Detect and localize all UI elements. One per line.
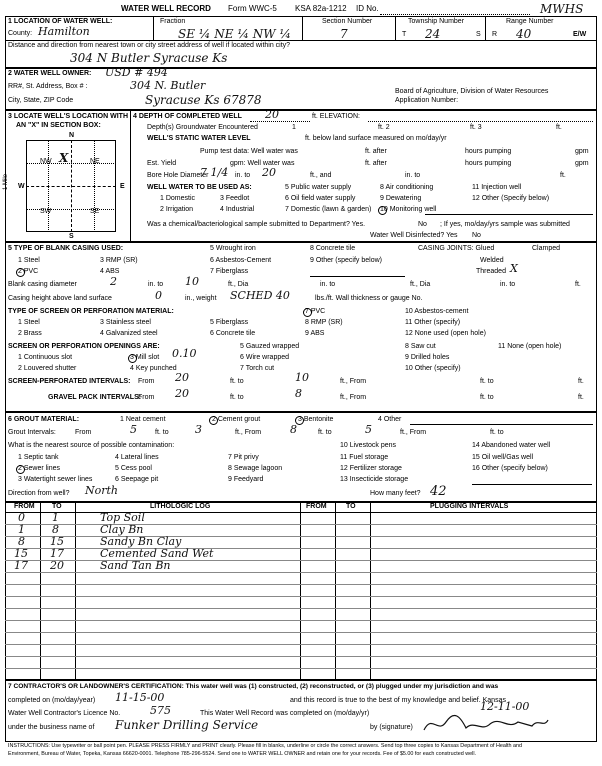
opening-1[interactable]: 1 Continuous slot [18, 354, 73, 361]
opening-8[interactable]: 8 Saw cut [405, 343, 436, 350]
section-3-label: 3 LOCATE WELL'S LOCATION WITH [8, 113, 129, 120]
contam-4[interactable]: 4 Lateral lines [115, 454, 159, 461]
casing-2-circle [16, 268, 25, 277]
contam-6[interactable]: 6 Seepage pit [115, 476, 159, 483]
opening-3[interactable]: 3 Mill slot [130, 354, 160, 361]
fraction-value: SE ¼ NE ¼ NW ¼ [178, 27, 292, 41]
address-value: 304 N. Butler [130, 79, 206, 92]
contam-9[interactable]: 9 Feedyard [228, 476, 264, 483]
city-value: Syracuse Ks 67878 [145, 93, 262, 107]
casing-weight-label: in., weight [185, 295, 217, 302]
disinfected-no[interactable]: No [472, 232, 481, 239]
log-row-1-to: 1 [52, 511, 59, 524]
feet-label: How many feet? [370, 490, 421, 497]
section-2-label: 2 WATER WELL OWNER: [8, 70, 92, 77]
contamination-label: What is the nearest source of possible contamination: [8, 442, 175, 449]
chem-sample-rest: ; If yes, mo/day/yrs sample was submitted [440, 221, 570, 228]
gw-1: 1 [292, 124, 296, 131]
opening-5[interactable]: 5 Gauzed wrapped [240, 343, 300, 350]
range-r: R [492, 31, 498, 38]
gpi-ft-from: ft., From [340, 394, 367, 401]
grout-to-label-1: ft. to [155, 429, 169, 436]
bore-ft: ft. [560, 172, 566, 179]
grout-from-label: From [75, 429, 92, 436]
opening-10[interactable]: 10 Other (specify) [405, 365, 461, 372]
joints-welded[interactable]: Welded [480, 257, 504, 264]
log-header-lithologic: LITHOLOGIC LOG [150, 503, 211, 510]
log-row-2-to: 8 [52, 523, 59, 536]
fraction-label: Fraction [160, 18, 186, 25]
blank-diameter: 2 [110, 275, 117, 288]
use-5[interactable]: 5 Public water supply [285, 184, 352, 191]
grout-ft-from-1: ft., From [235, 429, 262, 436]
opening-11[interactable]: 11 None (open hole) [498, 343, 562, 350]
use-7[interactable]: 7 Domestic (lawn & garden) [285, 206, 372, 213]
screen-5[interactable]: 5 Fiberglass [210, 319, 249, 326]
contam-16[interactable]: 16 Other (specify below) [472, 465, 548, 472]
form-title: WATER WELL RECORD [121, 4, 211, 13]
log-row-5-to: 20 [50, 559, 64, 572]
contam-1[interactable]: 1 Septic tank [18, 454, 59, 461]
quadrant-ne: NE [90, 158, 100, 165]
use-label: WELL WATER TO BE USED AS: [147, 184, 252, 191]
gpi-from: 20 [175, 387, 189, 400]
use-10-circle [378, 206, 387, 215]
static-level-label: WELL'S STATIC WATER LEVEL [147, 135, 251, 142]
contractor-signature [420, 712, 550, 736]
static-level-rest: ft. below land surface measured on mo/day/yr [305, 135, 447, 142]
yield-after: ft. after [365, 160, 387, 167]
casing-5[interactable]: 5 Wrought iron [210, 245, 256, 252]
gw-3: ft. 3 [470, 124, 482, 131]
section-5-label: 5 TYPE OF BLANK CASING USED: [8, 245, 124, 252]
section-4-label: 4 DEPTH OF COMPLETED WELL [133, 113, 242, 120]
grout-2-circle [209, 416, 218, 425]
address-label: RR#, St. Address, Box # : [8, 83, 88, 90]
use-8[interactable]: 8 Air conditioning [380, 184, 434, 191]
pump-gpm: gpm [575, 148, 589, 155]
casing-height-label: Casing height above land surface [8, 295, 112, 302]
section-6-label: 6 GROUT MATERIAL: [8, 416, 80, 423]
yield-rest: gpm: Well water was [230, 160, 295, 167]
casing-4[interactable]: 4 ABS [100, 268, 120, 275]
county-value: Hamilton [38, 25, 90, 38]
chem-sample-label: Was a chemical/bacteriological sample submitted to Department? Yes. [147, 221, 366, 228]
contam-13[interactable]: 13 Insecticide storage [340, 476, 409, 483]
bore-label: Bore Hole Diameter [147, 172, 209, 179]
completed-date: 11-15-00 [115, 691, 165, 704]
distance-label: Distance and direction from nearest town or city street address of well if located within city? [8, 42, 291, 49]
gw-2: ft. 2 [378, 124, 390, 131]
opening-9[interactable]: 9 Drilled holes [405, 354, 450, 361]
compass-e: E [120, 183, 125, 190]
casing-2[interactable]: 2 PVC [18, 268, 39, 275]
joints-glued: CASING JOINTS: Glued [418, 245, 495, 252]
yield-label: Est. Yield [147, 160, 177, 167]
grout-to-label-2: ft. to [318, 429, 332, 436]
completed-label: completed on (mo/day/year) [8, 697, 96, 704]
depth-value: 20 [265, 108, 279, 121]
contam-10[interactable]: 10 Livestock pens [340, 442, 397, 449]
use-11[interactable]: 11 Injection well [472, 184, 522, 191]
openings-label: SCREEN OR PERFORATION OPENINGS ARE: [8, 343, 160, 350]
gpi-ft-to: ft. to [480, 394, 494, 401]
log-row-3-from: 8 [18, 535, 25, 548]
contam-14[interactable]: 14 Abandoned water well [472, 442, 551, 449]
casing-7[interactable]: 7 Fiberglass [210, 268, 249, 275]
township-t: T [402, 31, 407, 38]
record-completed-label: This Water Well Record was completed on (mo/day/yr) [200, 710, 370, 717]
opening-2[interactable]: 2 Louvered shutter [18, 365, 77, 372]
casing-weight: SCHED 40 [230, 289, 290, 302]
grout-1[interactable]: 1 Neat cement [120, 416, 166, 423]
grout-to-1: 3 [195, 423, 202, 436]
gw-ft: ft. [556, 124, 562, 131]
range-value: 40 [516, 27, 532, 41]
pump-after: ft. after [365, 148, 387, 155]
log-row-3-desc: Sandy Bn Clay [100, 535, 182, 548]
screen-2[interactable]: 2 Brass [18, 330, 42, 337]
blank-diameter-label: Blank casing diameter [8, 281, 77, 288]
use-2[interactable]: 2 Irrigation [160, 206, 194, 213]
board-label: Board of Agriculture, Division of Water Resources [395, 88, 549, 95]
quadrant-se: SE [90, 208, 100, 215]
grout-from-2: 8 [290, 423, 297, 436]
log-row-4-to: 17 [50, 547, 64, 560]
opening-7[interactable]: 7 Torch cut [240, 365, 275, 372]
use-3[interactable]: 3 Feedlot [220, 195, 250, 202]
contam-2-circle [16, 465, 25, 474]
instructions-line-1: INSTRUCTIONS: Use typewriter or ball point pen. PLEASE PRESS FIRMLY and PRINT clearly. Please fill in blanks, underline or circle the correct answers. Send top three copies to Kansas Department of Health and [8, 743, 523, 749]
log-header-plug-to: TO [346, 503, 356, 510]
log-row-1-desc: Top Soil [100, 511, 145, 524]
bore-diameter: 7 1/4 [200, 166, 229, 179]
log-row-4-from: 15 [14, 547, 28, 560]
grout-ft-to-3: ft. to [490, 429, 504, 436]
spi-from-label: From [138, 378, 155, 385]
certification-line-2: and this record is true to the best of my knowledge and belief. Kansas [290, 697, 506, 704]
log-row-5-from: 17 [14, 559, 28, 572]
feet-value: 42 [430, 484, 447, 499]
screen-12[interactable]: 12 None used (open hole) [405, 330, 486, 337]
use-6[interactable]: 6 Oil field water supply [285, 195, 356, 202]
screen-7-circle [303, 308, 312, 317]
blank-ft: ft. [575, 281, 581, 288]
grout-to-2: 5 [365, 423, 372, 436]
log-row-1-from: 0 [18, 511, 25, 524]
log-header-from: FROM [14, 503, 35, 510]
gpi-to: 8 [295, 387, 302, 400]
bore-rest: ft., and [310, 172, 332, 179]
grout-from-1: 5 [130, 423, 137, 436]
screen-1[interactable]: 1 Steel [18, 319, 40, 326]
log-header-to: TO [52, 503, 62, 510]
screen-4[interactable]: 4 Galvanized steel [100, 330, 158, 337]
blank-to: 10 [185, 275, 199, 288]
screen-11[interactable]: 11 Other (specify) [405, 319, 461, 326]
direction-label: Direction from well? [8, 490, 70, 497]
yield-gpm: gpm [575, 160, 589, 167]
spi-ft: ft. [578, 378, 584, 385]
section-number-value: 7 [340, 27, 348, 41]
spi-to-label: ft. to [230, 378, 244, 385]
casing-1[interactable]: 1 Steel [18, 257, 40, 264]
section-number-label: Section Number [322, 18, 373, 25]
compass-n: N [69, 132, 75, 139]
city-label: City, State, ZIP Code [8, 97, 74, 104]
screen-9[interactable]: 9 ABS [305, 330, 325, 337]
township-s: S [476, 31, 481, 38]
grout-ft-from-2: ft., From [400, 429, 427, 436]
disinfected-label: Water Well Disinfected? Yes [370, 232, 458, 239]
gpi-from-label: From [138, 394, 155, 401]
spi-to: 10 [295, 371, 309, 384]
county-label: County: [8, 30, 33, 37]
screen-10[interactable]: 10 Asbestos-cement [405, 308, 469, 315]
compass-w: W [18, 183, 25, 190]
business-label: under the business name of [8, 724, 95, 731]
quadrant-nw: NW [40, 158, 52, 165]
log-header-plug-from: FROM [306, 503, 327, 510]
township-label: Township Number [408, 18, 465, 25]
bore-to: 20 [262, 166, 276, 179]
casing-6[interactable]: 6 Asbestos-Cement [210, 257, 272, 264]
use-9[interactable]: 9 Dewatering [380, 195, 422, 202]
distance-value: 304 N Butler Syracuse Ks [70, 51, 228, 65]
contam-8[interactable]: 8 Sewage lagoon [228, 465, 283, 472]
log-row-2-desc: Clay Bn [100, 523, 144, 536]
spi-from: 20 [175, 371, 189, 384]
use-12[interactable]: 12 Other (Specify below) [472, 195, 550, 202]
blank-in-to-3: in. to [500, 281, 516, 288]
casing-9[interactable]: 9 Other (specify below) [310, 257, 382, 264]
application-number-label: Application Number: [395, 97, 459, 104]
gravel-pack-label: GRAVEL PACK INTERVALS: [48, 394, 142, 401]
grout-3[interactable]: 3 Bentonite [298, 416, 334, 423]
pump-test-label: Pump test data: Well water was [200, 148, 298, 155]
casing-height: 0 [155, 289, 162, 302]
screen-6[interactable]: 6 Concrete tile [210, 330, 256, 337]
quadrant-sw: SW [40, 208, 52, 215]
bore-in-to: in. to [235, 172, 251, 179]
contam-12[interactable]: 12 Fertilizer storage [340, 465, 402, 472]
blank-ft-dia: ft., Dia [228, 281, 249, 288]
yield-hours: hours pumping [465, 160, 512, 167]
casing-8[interactable]: 8 Concrete tile [310, 245, 356, 252]
instructions-line-2: Environment, Bureau of Water, Topeka, Kansas 66620-0001. Telephone 785-296-5524. Send one to WATER WELL OWNER and retain one for your records. Fee of $5.00 for each constructed well. [8, 751, 477, 757]
contam-11[interactable]: 11 Fuel storage [340, 454, 389, 461]
use-10[interactable]: 10 Monitoring well [380, 206, 437, 213]
log-row-4-desc: Cemented Sand Wet [100, 547, 214, 560]
mile-label: 1 Mile [3, 173, 9, 190]
business-name: Funker Drilling Service [115, 718, 259, 732]
compass-s: S [69, 233, 74, 240]
location-x-mark: X [59, 151, 69, 165]
screen-8[interactable]: 8 RMP (SR) [305, 319, 343, 326]
licence-number: 575 [150, 704, 171, 717]
section-3-label-2: AN "X" IN SECTION BOX: [16, 122, 101, 129]
screen-material-label: TYPE OF SCREEN OR PERFORATION MATERIAL: [8, 308, 174, 315]
spi-ft-from: ft., From [340, 378, 367, 385]
joints-clamped[interactable]: Clamped [532, 245, 561, 252]
grout-intervals-label: Grout Intervals: [8, 429, 56, 436]
gpi-to-label: ft. to [230, 394, 244, 401]
form-number: Form WWC-5 [228, 4, 277, 13]
signature-label: by (signature) [370, 724, 413, 731]
ksa-ref: KSA 82a-1212 [295, 4, 347, 13]
bore-in-to-2: in. to [405, 172, 421, 179]
chem-sample-no[interactable]: No [418, 221, 427, 228]
log-header-plugging: PLUGGING INTERVALS [430, 503, 509, 510]
wall-thickness-label: lbs./ft. Wall thickness or gauge No. [315, 295, 423, 302]
contam-15[interactable]: 15 Oil well/Gas well [472, 454, 534, 461]
use-1[interactable]: 1 Domestic [160, 195, 196, 202]
range-label: Range Number [506, 18, 554, 25]
owner-value: USD # 494 [105, 66, 168, 79]
mill-slot-size: 0.10 [172, 347, 197, 360]
contam-5[interactable]: 5 Cess pool [115, 465, 152, 472]
contam-2[interactable]: 2 Sewer lines [18, 465, 61, 472]
groundwater-label: Depth(s) Groundwater Encountered [147, 124, 258, 131]
id-label: ID No. [356, 4, 379, 13]
record-date: 12-11-00 [480, 700, 530, 713]
log-table [5, 502, 597, 680]
direction-value: North [85, 484, 119, 497]
contam-7[interactable]: 7 Pit privy [228, 454, 259, 461]
screen-3[interactable]: 3 Stainless steel [100, 319, 151, 326]
opening-6[interactable]: 6 Wire wrapped [240, 354, 290, 361]
spi-ft-to: ft. to [480, 378, 494, 385]
elevation-label: ft. ELEVATION: [312, 113, 360, 120]
threaded-x: X [510, 262, 518, 275]
opening-4[interactable]: 4 Key punched [130, 365, 177, 372]
blank-ft-dia-2: ft., Dia [410, 281, 431, 288]
log-row-2-from: 1 [18, 523, 25, 536]
log-row-3-to: 15 [50, 535, 64, 548]
casing-3[interactable]: 3 RMP (SR) [100, 257, 138, 264]
certification-line-1: 7 CONTRACTOR'S OR LANDOWNER'S CERTIFICATION: This water well was (1) constructed, (2) reconstructed, or (3) plugged under my jurisdiction and was [8, 683, 499, 690]
section-1-label: 1 LOCATION OF WATER WELL: [8, 18, 113, 25]
opening-3-circle [128, 354, 137, 363]
township-value: 24 [425, 27, 441, 41]
pump-hours: hours pumping [465, 148, 512, 155]
joints-threaded[interactable]: Threaded [476, 268, 506, 275]
blank-in-to-2: in. to [320, 281, 336, 288]
grout-4[interactable]: 4 Other [378, 416, 402, 423]
blank-in-to: in. to [148, 281, 164, 288]
gpi-ft: ft. [578, 394, 584, 401]
screen-intervals-label: SCREEN-PERFORATED INTERVALS: [8, 378, 131, 385]
screen-7[interactable]: 7 PVC [305, 308, 326, 315]
use-4[interactable]: 4 Industrial [220, 206, 255, 213]
licence-label: Water Well Contractor's Licence No. [8, 710, 121, 717]
id-value: MWHS [540, 2, 584, 16]
grout-2[interactable]: 2 Cement grout [212, 416, 261, 423]
contam-3[interactable]: 3 Watertight sewer lines [18, 476, 93, 483]
range-ew: E/W [573, 31, 587, 38]
log-row-5-desc: Sand Tan Bn [100, 559, 171, 572]
